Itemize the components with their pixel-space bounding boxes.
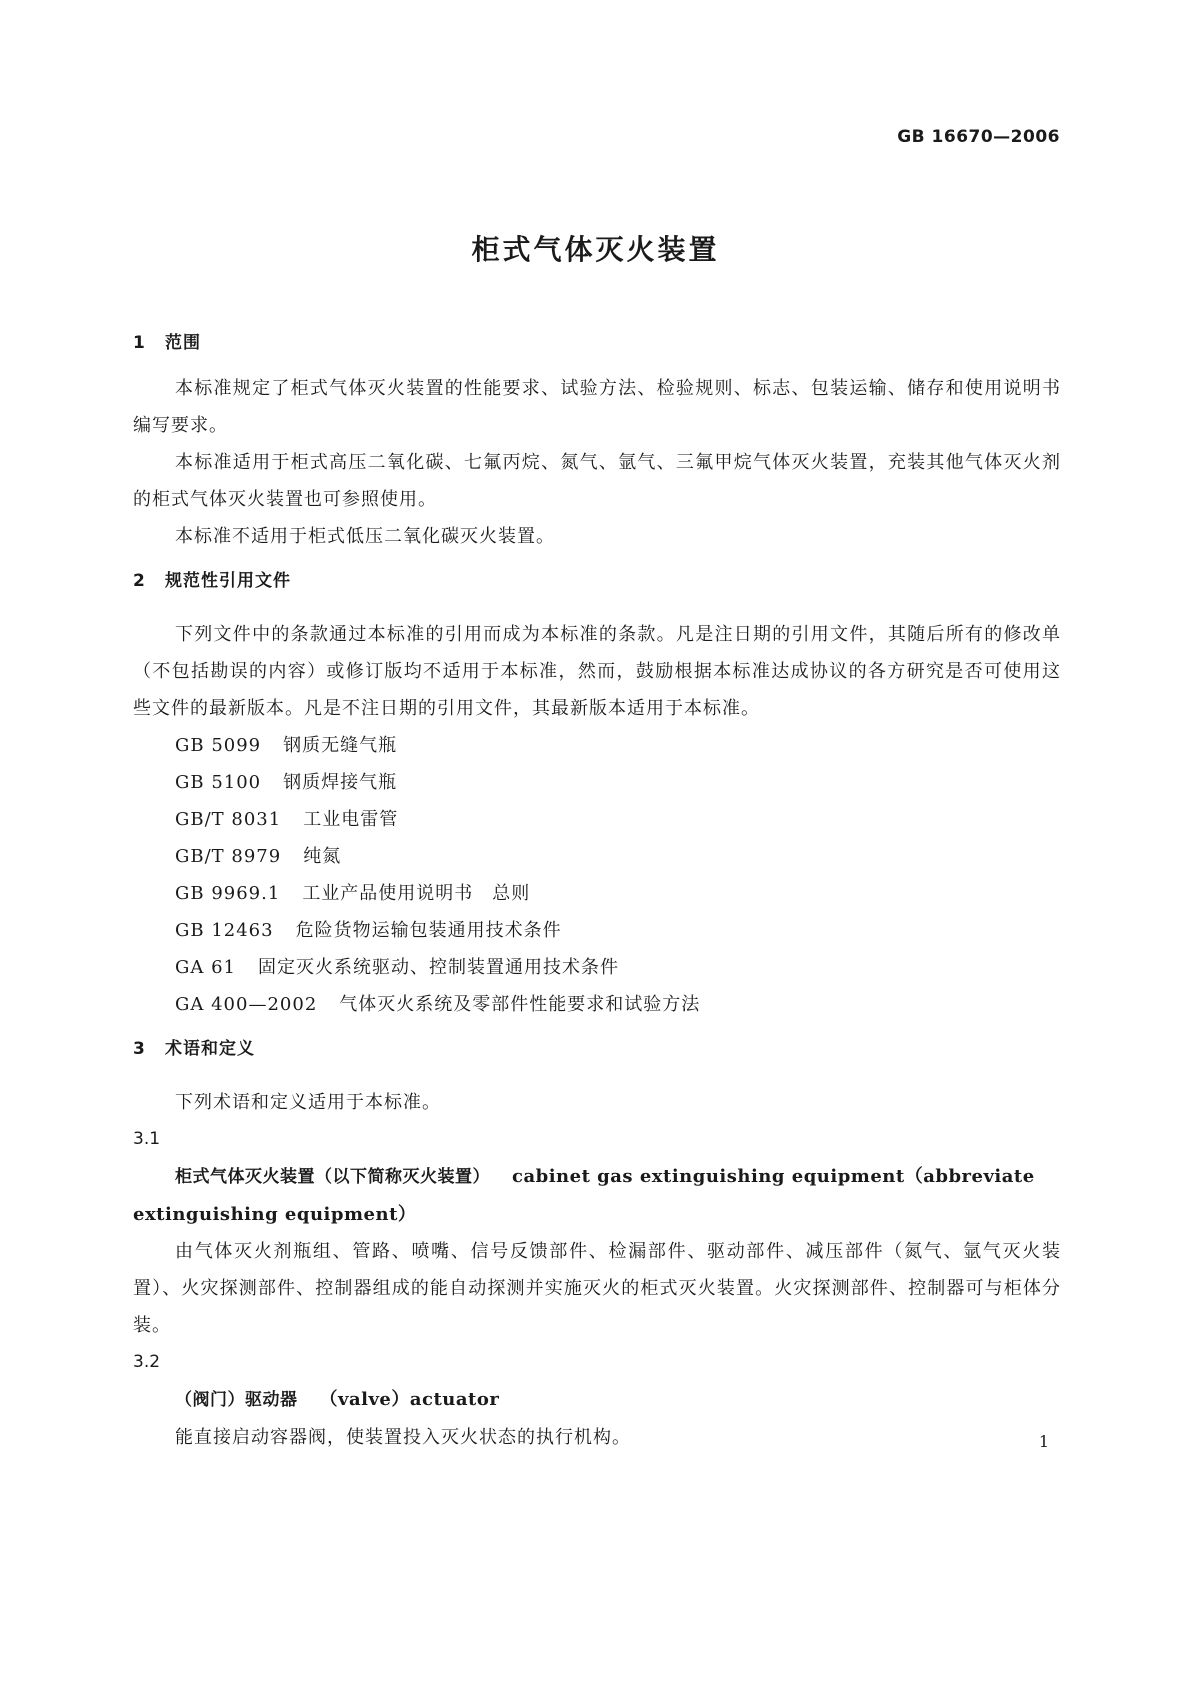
- page-number: 1: [1038, 1432, 1049, 1451]
- paragraph: 本标准规定了柜式气体灭火装置的性能要求、试验方法、检验规则、标志、包装运输、储存和使用说明书编写要求。: [133, 378, 1061, 436]
- reference-item: [133, 801, 1061, 838]
- section-3-heading: [133, 1031, 1061, 1068]
- standard-code: GB 16670—2006: [897, 127, 1060, 147]
- reference-title: 纯氮: [303, 846, 342, 867]
- term-heading: [133, 1158, 1061, 1233]
- reference-code: GB/T 8031: [175, 809, 282, 830]
- reference-code: GB 12463: [175, 920, 274, 941]
- paragraph: 本标准适用于柜式高压二氧化碳、七氟丙烷、氮气、氩气、三氟甲烷气体灭火装置，充装其他气体灭火剂的柜式气体灭火装置也可参照使用。: [133, 452, 1061, 510]
- reference-item: [133, 949, 1061, 986]
- section-number: 3: [133, 1039, 146, 1059]
- reference-item: [133, 986, 1061, 1023]
- section-title: 规范性引用文件: [165, 571, 291, 591]
- term-chinese: 柜式气体灭火装置（以下简称灭火装置）: [175, 1167, 490, 1187]
- reference-title: 固定灭火系统驱动、控制装置通用技术条件: [258, 957, 620, 978]
- reference-title: 钢质无缝气瓶: [283, 735, 398, 756]
- reference-item: [133, 727, 1061, 764]
- reference-item: [133, 912, 1061, 949]
- reference-item: [133, 764, 1061, 801]
- term-definition: 由气体灭火剂瓶组、管路、喷嘴、信号反馈部件、检漏部件、驱动部件、减压部件（氮气、氩气灭火装置）、火灾探测部件、控制器组成的能自动探测并实施灭火的柜式灭火装置。火灾探测部件、控制器可与柜体分装。: [133, 1241, 1061, 1336]
- term-english: （valve）actuator: [319, 1389, 500, 1410]
- section-number: 2: [133, 571, 146, 591]
- section-1-heading: [133, 325, 1061, 362]
- reference-code: GB/T 8979: [175, 846, 282, 867]
- reference-title: 危险货物运输包装通用技术条件: [295, 920, 562, 941]
- paragraph: 本标准不适用于柜式低压二氧化碳灭火装置。: [175, 526, 555, 547]
- reference-code: GB 5099: [175, 735, 262, 756]
- reference-code: GB 9969.1: [175, 883, 281, 904]
- reference-title: 钢质焊接气瓶: [283, 772, 398, 793]
- term-number: 3.2: [133, 1352, 161, 1372]
- term-english: cabinet gas extinguishing equipment（abbreviate extinguishing equipment）: [133, 1166, 1035, 1225]
- reference-title: 工业电雷管: [303, 809, 399, 830]
- term-chinese: （阀门）驱动器: [175, 1390, 298, 1410]
- document-title: 柜式气体灭火装置: [471, 233, 720, 266]
- term-heading: [133, 1381, 1061, 1419]
- reference-title: 气体灭火系统及零部件性能要求和试验方法: [339, 994, 701, 1015]
- section-title: 范围: [165, 333, 201, 353]
- reference-code: GB 5100: [175, 772, 262, 793]
- term-number: 3.1: [133, 1129, 161, 1149]
- reference-code: GA 61: [175, 957, 237, 978]
- reference-item: [133, 838, 1061, 875]
- document-body: [133, 325, 1061, 1456]
- section-number: 1: [133, 333, 146, 353]
- paragraph: 下列文件中的条款通过本标准的引用而成为本标准的条款。凡是注日期的引用文件，其随后所有的修改单（不包括勘误的内容）或修订版均不适用于本标准，然而，鼓励根据本标准达成协议的各方研究是否可使用这些文件的最新版本。凡是不注日期的引用文件，其最新版本适用于本标准。: [133, 624, 1061, 719]
- reference-code: GA 400—2002: [175, 994, 318, 1015]
- section-2-heading: [133, 563, 1061, 600]
- term-definition: 能直接启动容器阀，使装置投入灭火状态的执行机构。: [175, 1427, 631, 1448]
- reference-item: [133, 875, 1061, 912]
- reference-title: 工业产品使用说明书 总则: [302, 883, 531, 904]
- section-title: 术语和定义: [165, 1039, 255, 1059]
- paragraph: 下列术语和定义适用于本标准。: [175, 1092, 441, 1113]
